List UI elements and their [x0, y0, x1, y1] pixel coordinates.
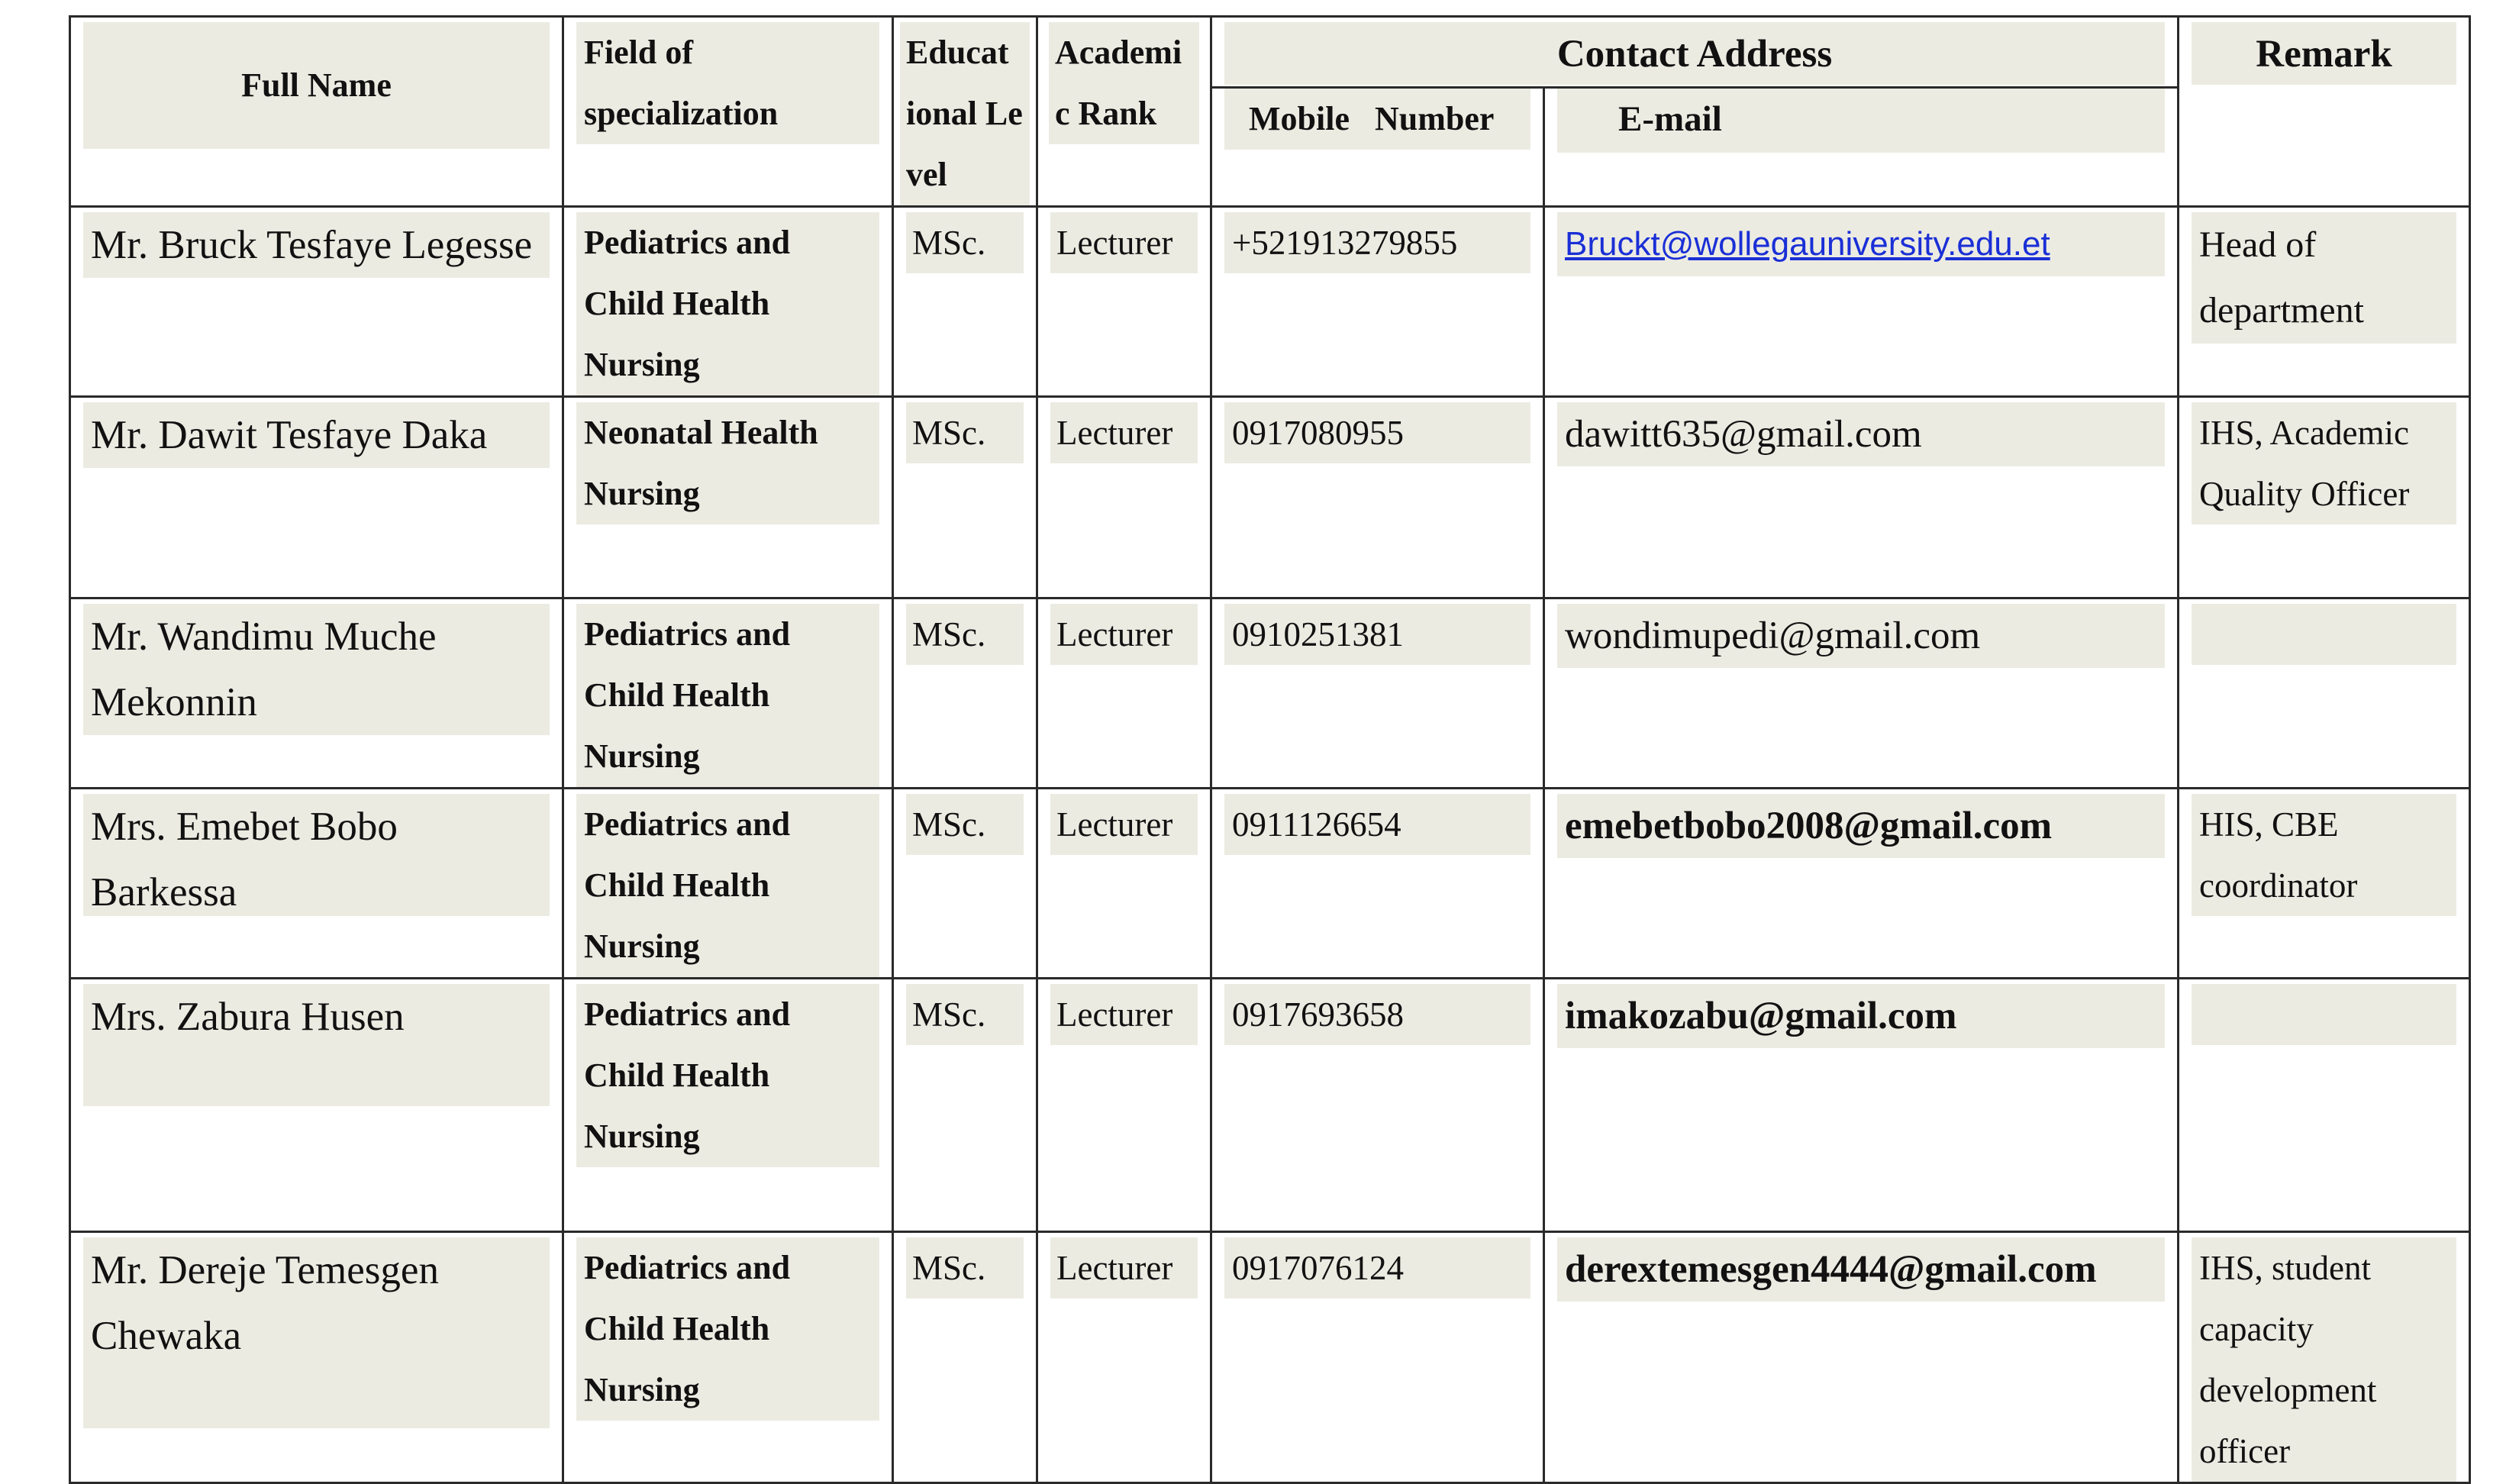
- email-cell: [1544, 789, 2179, 979]
- remark-cell: [2179, 1232, 2470, 1483]
- table-row: [70, 207, 2470, 397]
- mobile-number: +521913279855: [1224, 212, 1530, 273]
- header-email-cell: [1544, 88, 2179, 207]
- table-row: [70, 789, 2470, 979]
- mobile-number: 0911126654: [1224, 794, 1530, 855]
- education-level: MSc.: [906, 402, 1024, 463]
- education-level: MSc.: [906, 984, 1024, 1045]
- table-row: [70, 979, 2470, 1232]
- field-cell: [563, 598, 893, 789]
- field-cell: [563, 207, 893, 397]
- remark-cell: [2179, 598, 2470, 789]
- rank-cell: [1037, 397, 1211, 598]
- specialization: Pediatrics and Child Health Nursing: [576, 794, 879, 977]
- remark-cell: [2179, 397, 2470, 598]
- mobile-number: 0917693658: [1224, 984, 1530, 1045]
- email-address: emebetbobo2008@gmail.com: [1557, 794, 2165, 858]
- education-cell: [893, 207, 1037, 397]
- email-cell: [1544, 598, 2179, 789]
- specialization: Pediatrics and Child Health Nursing: [576, 212, 879, 395]
- specialization: Pediatrics and Child Health Nursing: [576, 1237, 879, 1421]
- field-cell: [563, 1232, 893, 1483]
- remark: HIS, CBE coordinator: [2192, 794, 2456, 916]
- academic-rank: Lecturer: [1050, 984, 1198, 1045]
- staff-name: Mr. Bruck Tesfaye Legesse: [83, 212, 550, 278]
- mobile-cell: [1211, 979, 1544, 1232]
- field-cell: [563, 397, 893, 598]
- header-field: Field of specialization: [576, 22, 879, 144]
- rank-cell: [1037, 1232, 1211, 1483]
- academic-rank: Lecturer: [1050, 604, 1198, 665]
- remark-cell: [2179, 207, 2470, 397]
- field-cell: [563, 789, 893, 979]
- header-full-name: Full Name: [83, 22, 550, 149]
- staff-name: Mr. Dawit Tesfaye Daka: [83, 402, 550, 468]
- email-address: derextemesgen4444@gmail.com: [1557, 1237, 2165, 1302]
- remark: [2192, 984, 2456, 1045]
- academic-rank: Lecturer: [1050, 794, 1198, 855]
- specialization: Pediatrics and Child Health Nursing: [576, 604, 879, 787]
- rank-cell: [1037, 979, 1211, 1232]
- education-level: MSc.: [906, 1237, 1024, 1298]
- remark: IHS, Academic Quality Officer: [2192, 402, 2456, 524]
- email-cell: [1544, 397, 2179, 598]
- education-level: MSc.: [906, 212, 1024, 273]
- remark-cell: [2179, 979, 2470, 1232]
- staff-table: [69, 15, 2471, 1484]
- mobile-cell: [1211, 207, 1544, 397]
- remark: [2192, 604, 2456, 665]
- staff-name: Mr. Dereje Temesgen Chewaka: [83, 1237, 550, 1428]
- header-remark: Remark: [2192, 22, 2456, 85]
- name-cell: [70, 598, 563, 789]
- education-cell: [893, 598, 1037, 789]
- name-cell: [70, 979, 563, 1232]
- mobile-number: 0917076124: [1224, 1237, 1530, 1298]
- email-address: wondimupedi@gmail.com: [1557, 604, 2165, 668]
- education-level: MSc.: [906, 604, 1024, 665]
- academic-rank: Lecturer: [1050, 402, 1198, 463]
- rank-cell: [1037, 789, 1211, 979]
- rank-cell: [1037, 598, 1211, 789]
- specialization: Neonatal Health Nursing: [576, 402, 879, 524]
- email-link[interactable]: Bruckt@wollegauniversity.edu.et: [1557, 212, 2165, 276]
- email-address: imakozabu@gmail.com: [1557, 984, 2165, 1048]
- remark-cell: [2179, 789, 2470, 979]
- header-email: E-mail: [1557, 89, 2165, 153]
- header-field-cell: [563, 17, 893, 207]
- education-cell: [893, 397, 1037, 598]
- table-row: [70, 397, 2470, 598]
- header-rank-cell: [1037, 17, 1211, 207]
- header-mobile-cell: [1211, 88, 1544, 207]
- mobile-number: 0910251381: [1224, 604, 1530, 665]
- mobile-cell: [1211, 1232, 1544, 1483]
- name-cell: [70, 397, 563, 598]
- staff-name: Mrs. Zabura Husen: [83, 984, 550, 1106]
- rank-cell: [1037, 207, 1211, 397]
- header-education: Educat ional Level: [900, 22, 1030, 205]
- table-row: [70, 1232, 2470, 1483]
- header-mobile: Mobile Number: [1224, 89, 1530, 150]
- mobile-cell: [1211, 789, 1544, 979]
- header-remark-cell: [2179, 17, 2470, 207]
- header-education-cell: [893, 17, 1037, 207]
- name-cell: [70, 1232, 563, 1483]
- header-rank: Academi c Rank: [1049, 22, 1199, 144]
- name-cell: [70, 789, 563, 979]
- field-cell: [563, 979, 893, 1232]
- staff-name: Mr. Wandimu Muche Mekonnin: [83, 604, 550, 735]
- name-cell: [70, 207, 563, 397]
- email-cell: [1544, 979, 2179, 1232]
- education-cell: [893, 789, 1037, 979]
- specialization: Pediatrics and Child Health Nursing: [576, 984, 879, 1167]
- email-cell: [1544, 1232, 2179, 1483]
- mobile-cell: [1211, 397, 1544, 598]
- academic-rank: Lecturer: [1050, 212, 1198, 273]
- mobile-number: 0917080955: [1224, 402, 1530, 463]
- table-row: [70, 598, 2470, 789]
- header-full-name-cell: [70, 17, 563, 207]
- email-address: dawitt635@gmail.com: [1557, 402, 2165, 466]
- header-contact-cell: [1211, 17, 2179, 88]
- education-cell: [893, 979, 1037, 1232]
- remark: IHS, student capacity development officer: [2192, 1237, 2456, 1482]
- academic-rank: Lecturer: [1050, 1237, 1198, 1298]
- header-row: [70, 17, 2470, 88]
- education-cell: [893, 1232, 1037, 1483]
- header-contact: Contact Address: [1224, 22, 2165, 85]
- staff-name: Mrs. Emebet Bobo Barkessa: [83, 794, 550, 916]
- remark: Head of department: [2192, 212, 2456, 344]
- email-cell: [1544, 207, 2179, 397]
- education-level: MSc.: [906, 794, 1024, 855]
- mobile-cell: [1211, 598, 1544, 789]
